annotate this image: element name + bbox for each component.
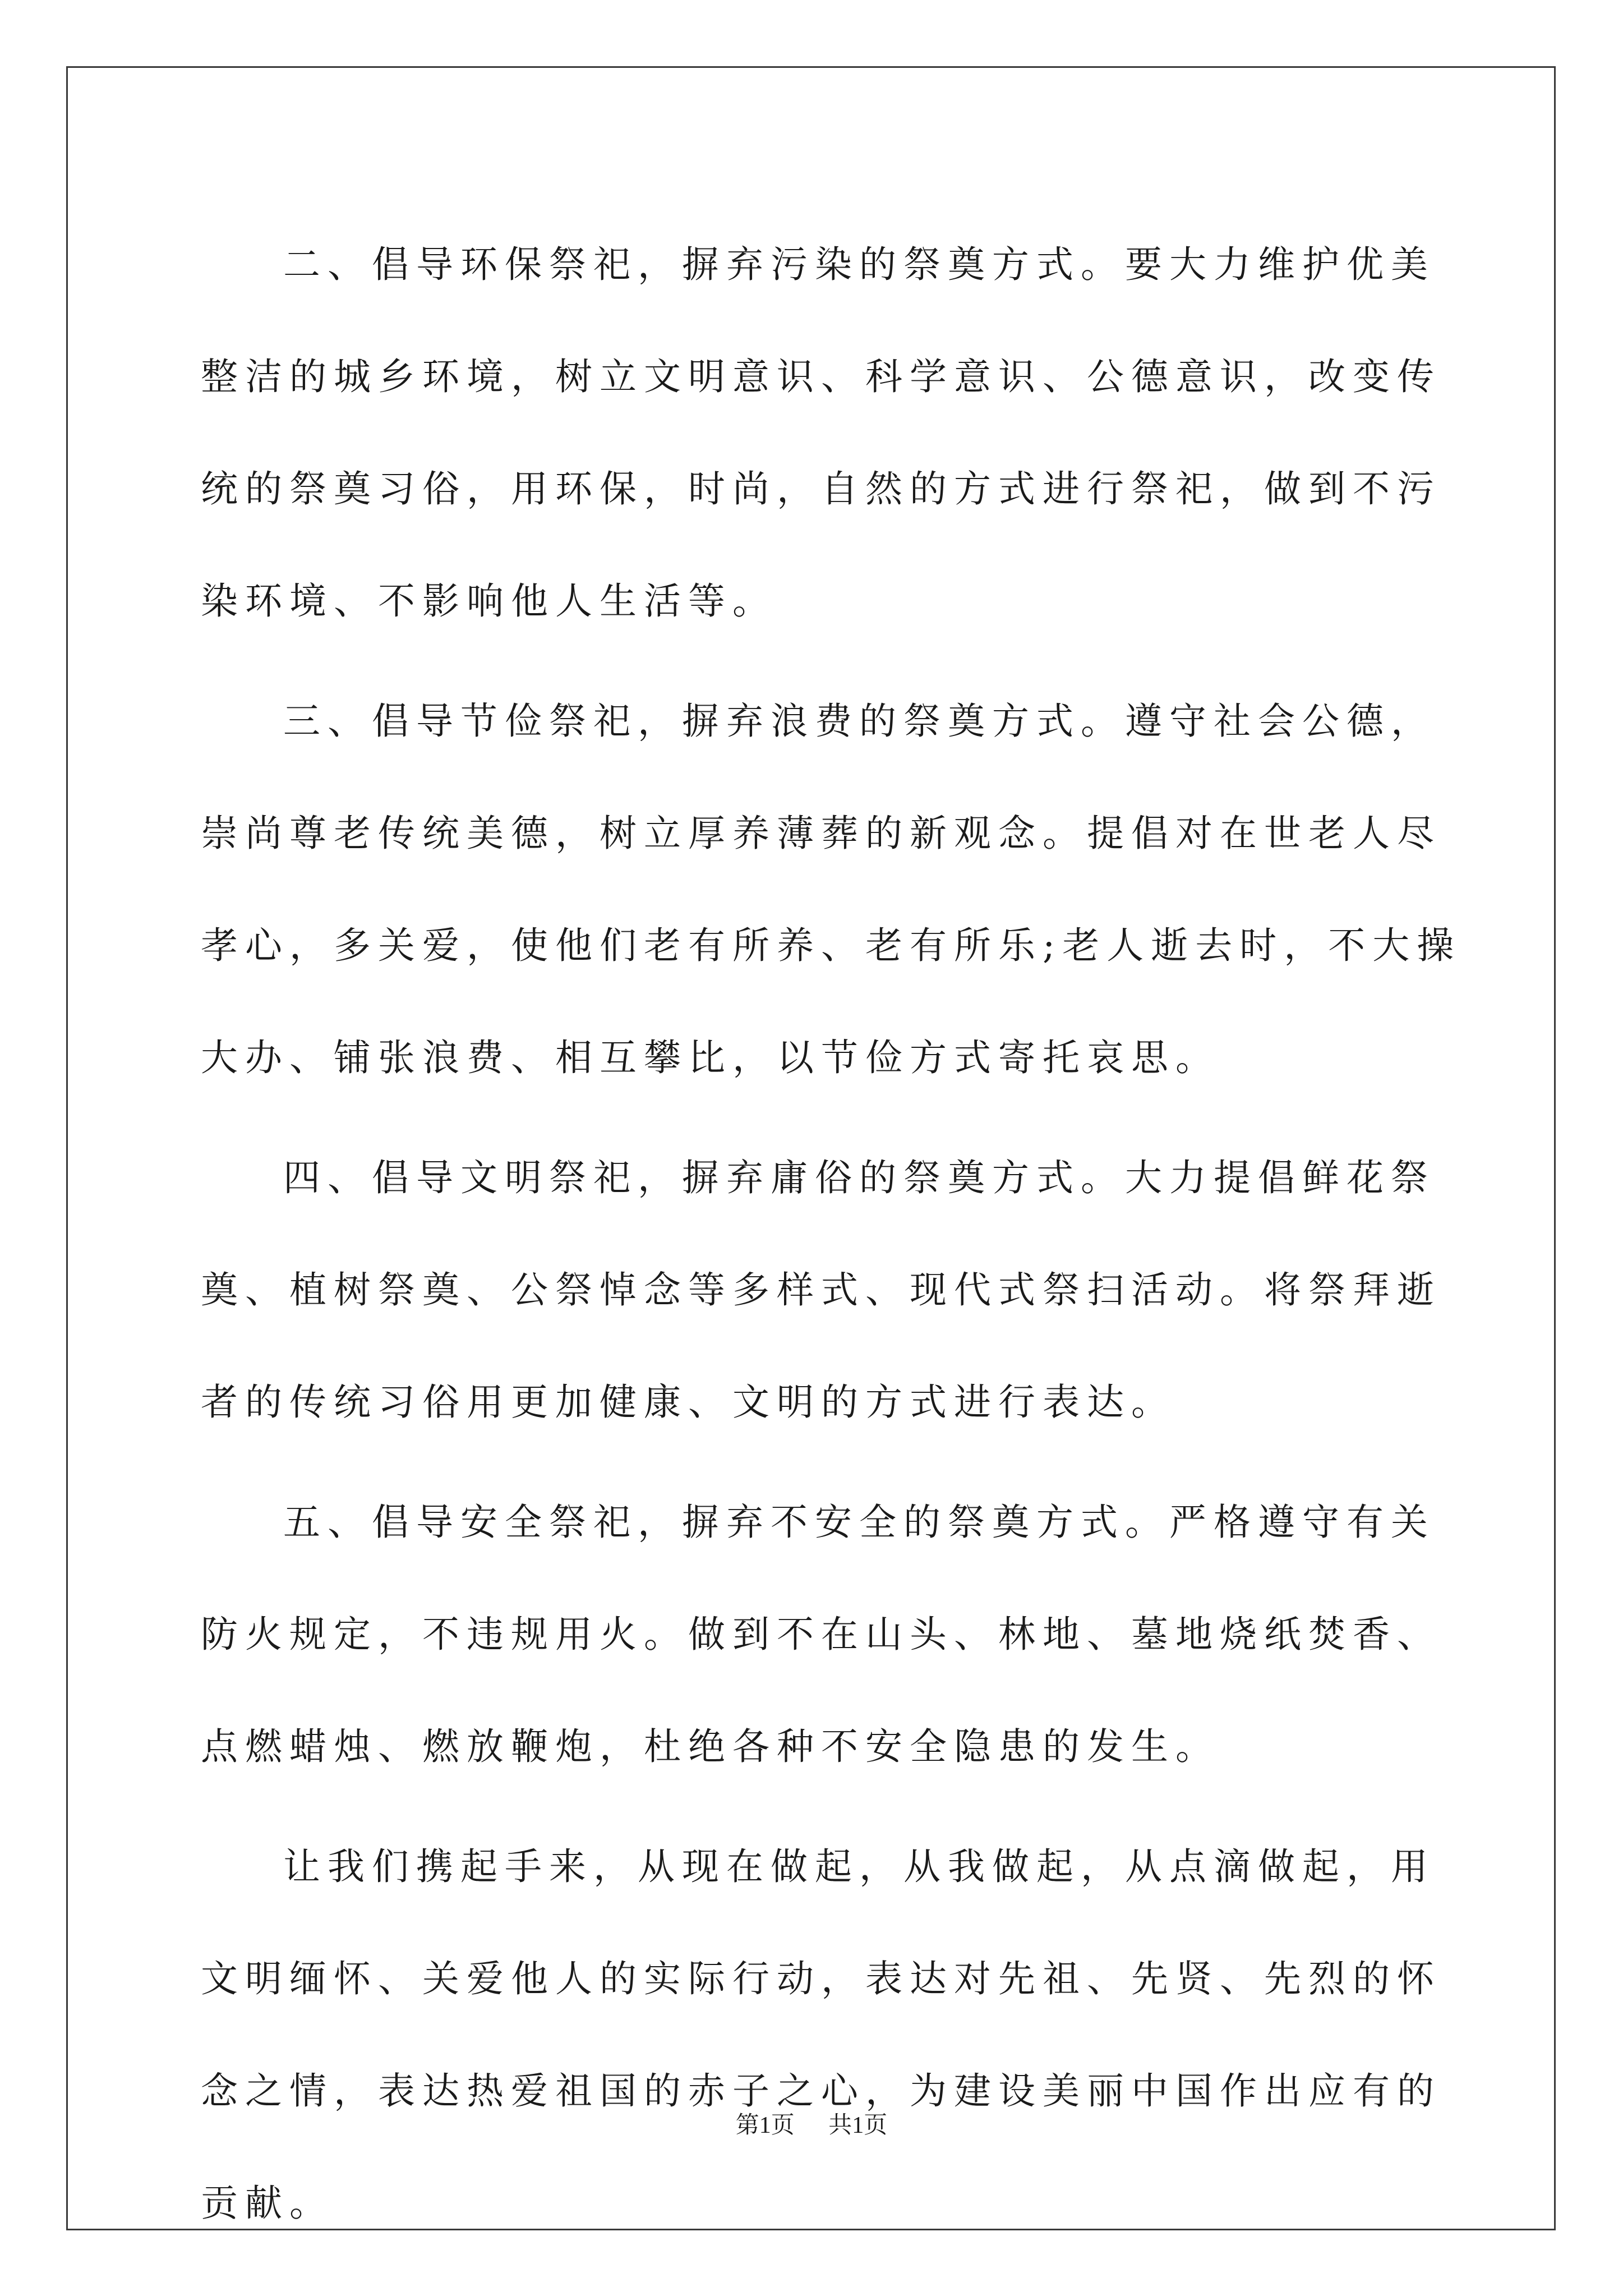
paragraph-3: 三、倡导节俭祭祀，摒弃浪费的祭奠方式。遵守社会公德，崇尚尊老传统美德，树立厚养薄葬的新观念。提倡对在世老人尽孝心，多关爱，使他们老有所养、老有所乐;老人逝去时，不大操大办、铺张浪费、相互攀比，以节俭方式寄托哀思。 [201, 700, 1461, 1079]
paragraph-5: 五、倡导安全祭祀，摒弃不安全的祭奠方式。严格遵守有关防火规定，不违规用火。做到不在山头、林地、墓地烧纸焚香、点燃蜡烛、燃放鞭炮，杜绝各种不安全隐患的发生。 [201, 1501, 1441, 1768]
document-body [201, 209, 1463, 2267]
page-total: 共1页 [828, 2113, 888, 2138]
page-footer [0, 2106, 1623, 2140]
paragraph-2: 二、倡导环保祭祀，摒弃污染的祭奠方式。要大力维护优美整洁的城乡环境，树立文明意识、科学意识、公德意识，改变传统的祭奠习俗，用环保，时尚，自然的方式进行祭祀，做到不污染环境、不影响他人生活等。 [201, 243, 1441, 623]
paragraph-closing: 让我们携起手来，从现在做起，从我做起，从点滴做起，用文明缅怀、关爱他人的实际行动，表达对先祖、先贤、先烈的怀念之情，表达热爱祖国的赤子之心，为建设美丽中国作出应有的贡献。 [201, 1845, 1441, 2225]
paragraph-4: 四、倡导文明祭祀，摒弃庸俗的祭奠方式。大力提倡鲜花祭奠、植树祭奠、公祭悼念等多样式、现代式祭扫活动。将祭拜逝者的传统习俗用更加健康、文明的方式进行表达。 [201, 1156, 1441, 1424]
page-number: 第1页 [735, 2113, 795, 2138]
